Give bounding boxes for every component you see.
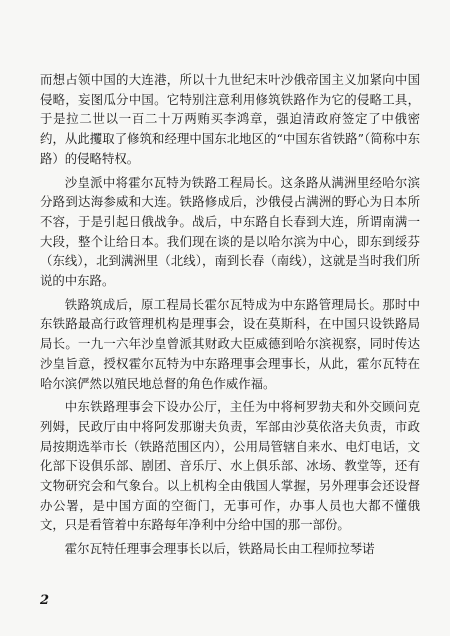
body-text xyxy=(40,70,420,559)
paragraph-5: 霍尔瓦特任理事会理事长以后，铁路局长由工程师拉琴诺 xyxy=(64,541,375,557)
paragraph-1: 而想占领中国的大连港，所以十九世纪末叶沙俄帝国主义加紧向中国侵略，妄图瓜分中国。它特别注意利用修筑铁路作为它的侵略工具，于是拉二世以一百二十万两贿买李鸿章，强迫清政府签定了中俄密约，从此攫取了修筑和经理中国东北地区的“中国东省铁路”（简称中东路）的侵略特权。 xyxy=(40,72,420,166)
page-number: 2 xyxy=(40,593,50,608)
paragraph-2: 沙皇派中将霍尔瓦特为铁路工程局长。这条路从满洲里经哈尔滨分路到达海参威和大连。铁路修成后，沙俄侵占满洲的野心为日本所不容，于是引起日俄战争。战后，中东路自长春到大连，所谓南满一大段，整个让给日本。我们现在谈的是以哈尔滨为中心，即东到绥芬（东线），北到满洲里（北线），南到长春（南线），这就是当时我们所说的中东路。 xyxy=(40,174,420,289)
paragraph-3: 铁路筑成后，原工程局长霍尔瓦特成为中东路管理局长。那时中东铁路最高行政管理机构是理事会，设在莫斯科，在中国只设铁路局局长。一九一六年沙皇曾派其财政大臣威德到哈尔滨视察，同时传达沙皇旨意，授权霍尔瓦特为中东路理事会理事长，从此，霍尔瓦特在哈尔滨俨然以殖民地总督的角色作威作福。 xyxy=(40,296,420,391)
paragraph-4: 中东铁路理事会下设办公厅，主任为中将柯罗勃夫和外交顾问克列姆，民政厅由中将阿发那谢夫负责，军部由沙莫依洛夫负责，市政局按期选举市长（铁路范围区内），公用局管辖自来水、电灯电话，文化部下设俱乐部、剧团、音乐厅、水上俱乐部、冰场、教堂等，还有文物研究会和气象台。以上机构全由俄国人掌握，另外理事会还设督办公署，是中国方面的空衙门，无事可作，办事人员也大都不懂俄文，只是看管着中东路每年净利中分给中国的那一部份。 xyxy=(40,399,420,533)
